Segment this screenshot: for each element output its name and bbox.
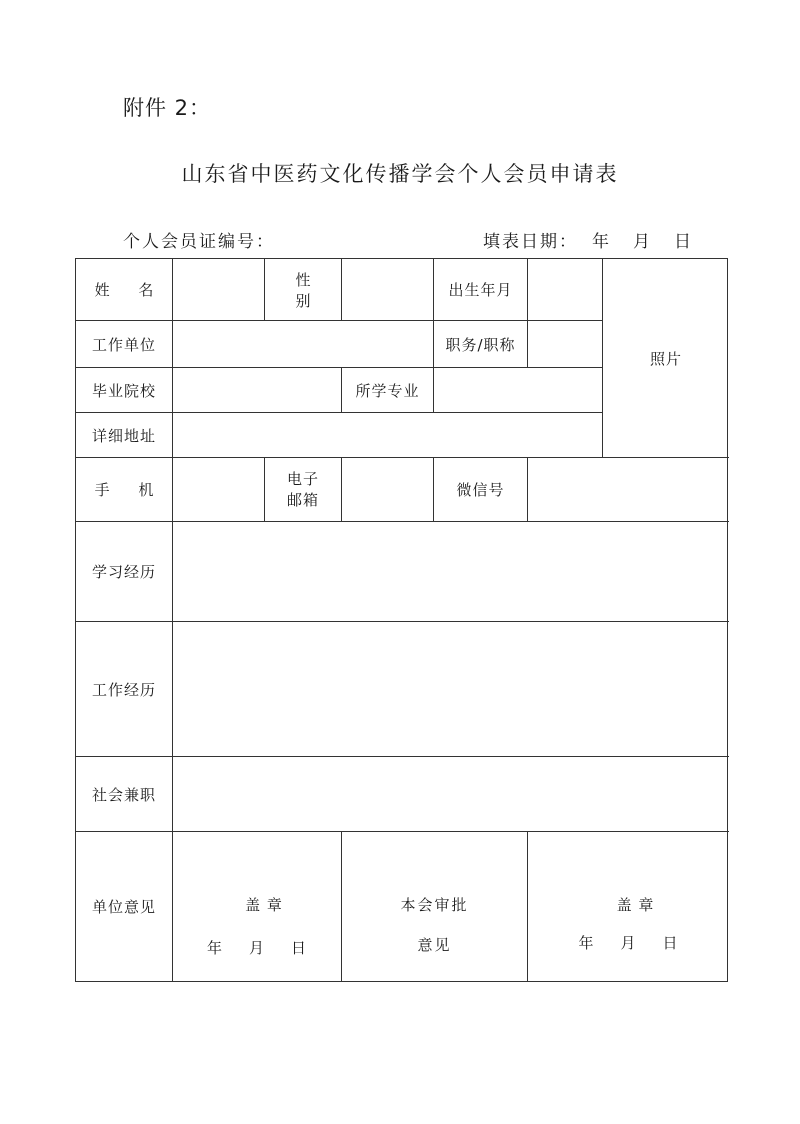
work-history-field[interactable] — [173, 622, 729, 757]
study-history-label: 学习经历 — [76, 522, 173, 622]
page-title: 山东省中医药文化传播学会个人会员申请表 — [181, 162, 619, 186]
approval-date-month: 月 — [620, 934, 637, 952]
approval-label — [342, 832, 528, 981]
email-label — [265, 458, 342, 522]
major-field[interactable] — [434, 368, 603, 413]
wechat-field[interactable] — [528, 458, 729, 522]
fill-date-label: 填表日期： — [483, 232, 578, 252]
major-label: 所学专业 — [342, 368, 434, 413]
photo-area[interactable] — [603, 259, 729, 458]
school-label: 毕业院校 — [76, 368, 173, 413]
approval-label-line2: 意见 — [417, 936, 452, 954]
birth-field[interactable] — [528, 259, 603, 321]
approval-label-line1: 本会审批 — [400, 896, 469, 914]
unit-opinion-label: 单位意见 — [76, 832, 173, 981]
fill-date-year: 年 — [592, 232, 611, 252]
birth-label: 出生年月 — [434, 259, 528, 321]
name-label: 姓 名 — [76, 259, 173, 321]
approval-date-year: 年 — [578, 934, 595, 952]
name-field[interactable] — [173, 259, 265, 321]
work-history-label: 工作经历 — [76, 622, 173, 757]
school-field[interactable] — [173, 368, 342, 413]
social-position-field[interactable] — [173, 757, 729, 832]
unit-date — [207, 937, 307, 958]
address-label: 详细地址 — [76, 413, 173, 458]
email-label-line2: 邮箱 — [286, 490, 319, 509]
application-form — [75, 258, 728, 982]
fill-date — [483, 227, 693, 252]
mobile-label: 手 机 — [76, 458, 173, 522]
mobile-field[interactable] — [173, 458, 265, 522]
wechat-label: 微信号 — [434, 458, 528, 522]
gender-field[interactable] — [342, 259, 434, 321]
employer-field[interactable] — [173, 321, 434, 368]
unit-date-day: 日 — [291, 939, 308, 957]
approval-seal-label: 盖 章 — [616, 896, 655, 914]
address-field[interactable] — [173, 413, 603, 458]
gender-label: 性 别 — [265, 259, 342, 321]
approval-date — [578, 932, 678, 953]
fill-date-day: 日 — [674, 232, 693, 252]
member-number-label: 个人会员证编号： — [123, 232, 275, 252]
email-field[interactable] — [342, 458, 434, 522]
position-field[interactable] — [528, 321, 603, 368]
photo-label: 照片 — [649, 349, 682, 368]
social-position-label: 社会兼职 — [76, 757, 173, 832]
unit-opinion-field[interactable] — [173, 832, 342, 981]
employer-label: 工作单位 — [76, 321, 173, 368]
email-label-line1: 电子 — [286, 469, 319, 488]
attachment-label: 附件 2： — [123, 96, 212, 120]
approval-field[interactable] — [528, 832, 729, 981]
study-history-field[interactable] — [173, 522, 729, 622]
unit-date-month: 月 — [248, 939, 265, 957]
fill-date-month: 月 — [633, 232, 652, 252]
approval-date-day: 日 — [662, 934, 679, 952]
position-label: 职务/职称 — [434, 321, 528, 368]
unit-date-year: 年 — [206, 939, 223, 957]
unit-seal-label: 盖 章 — [245, 896, 283, 914]
